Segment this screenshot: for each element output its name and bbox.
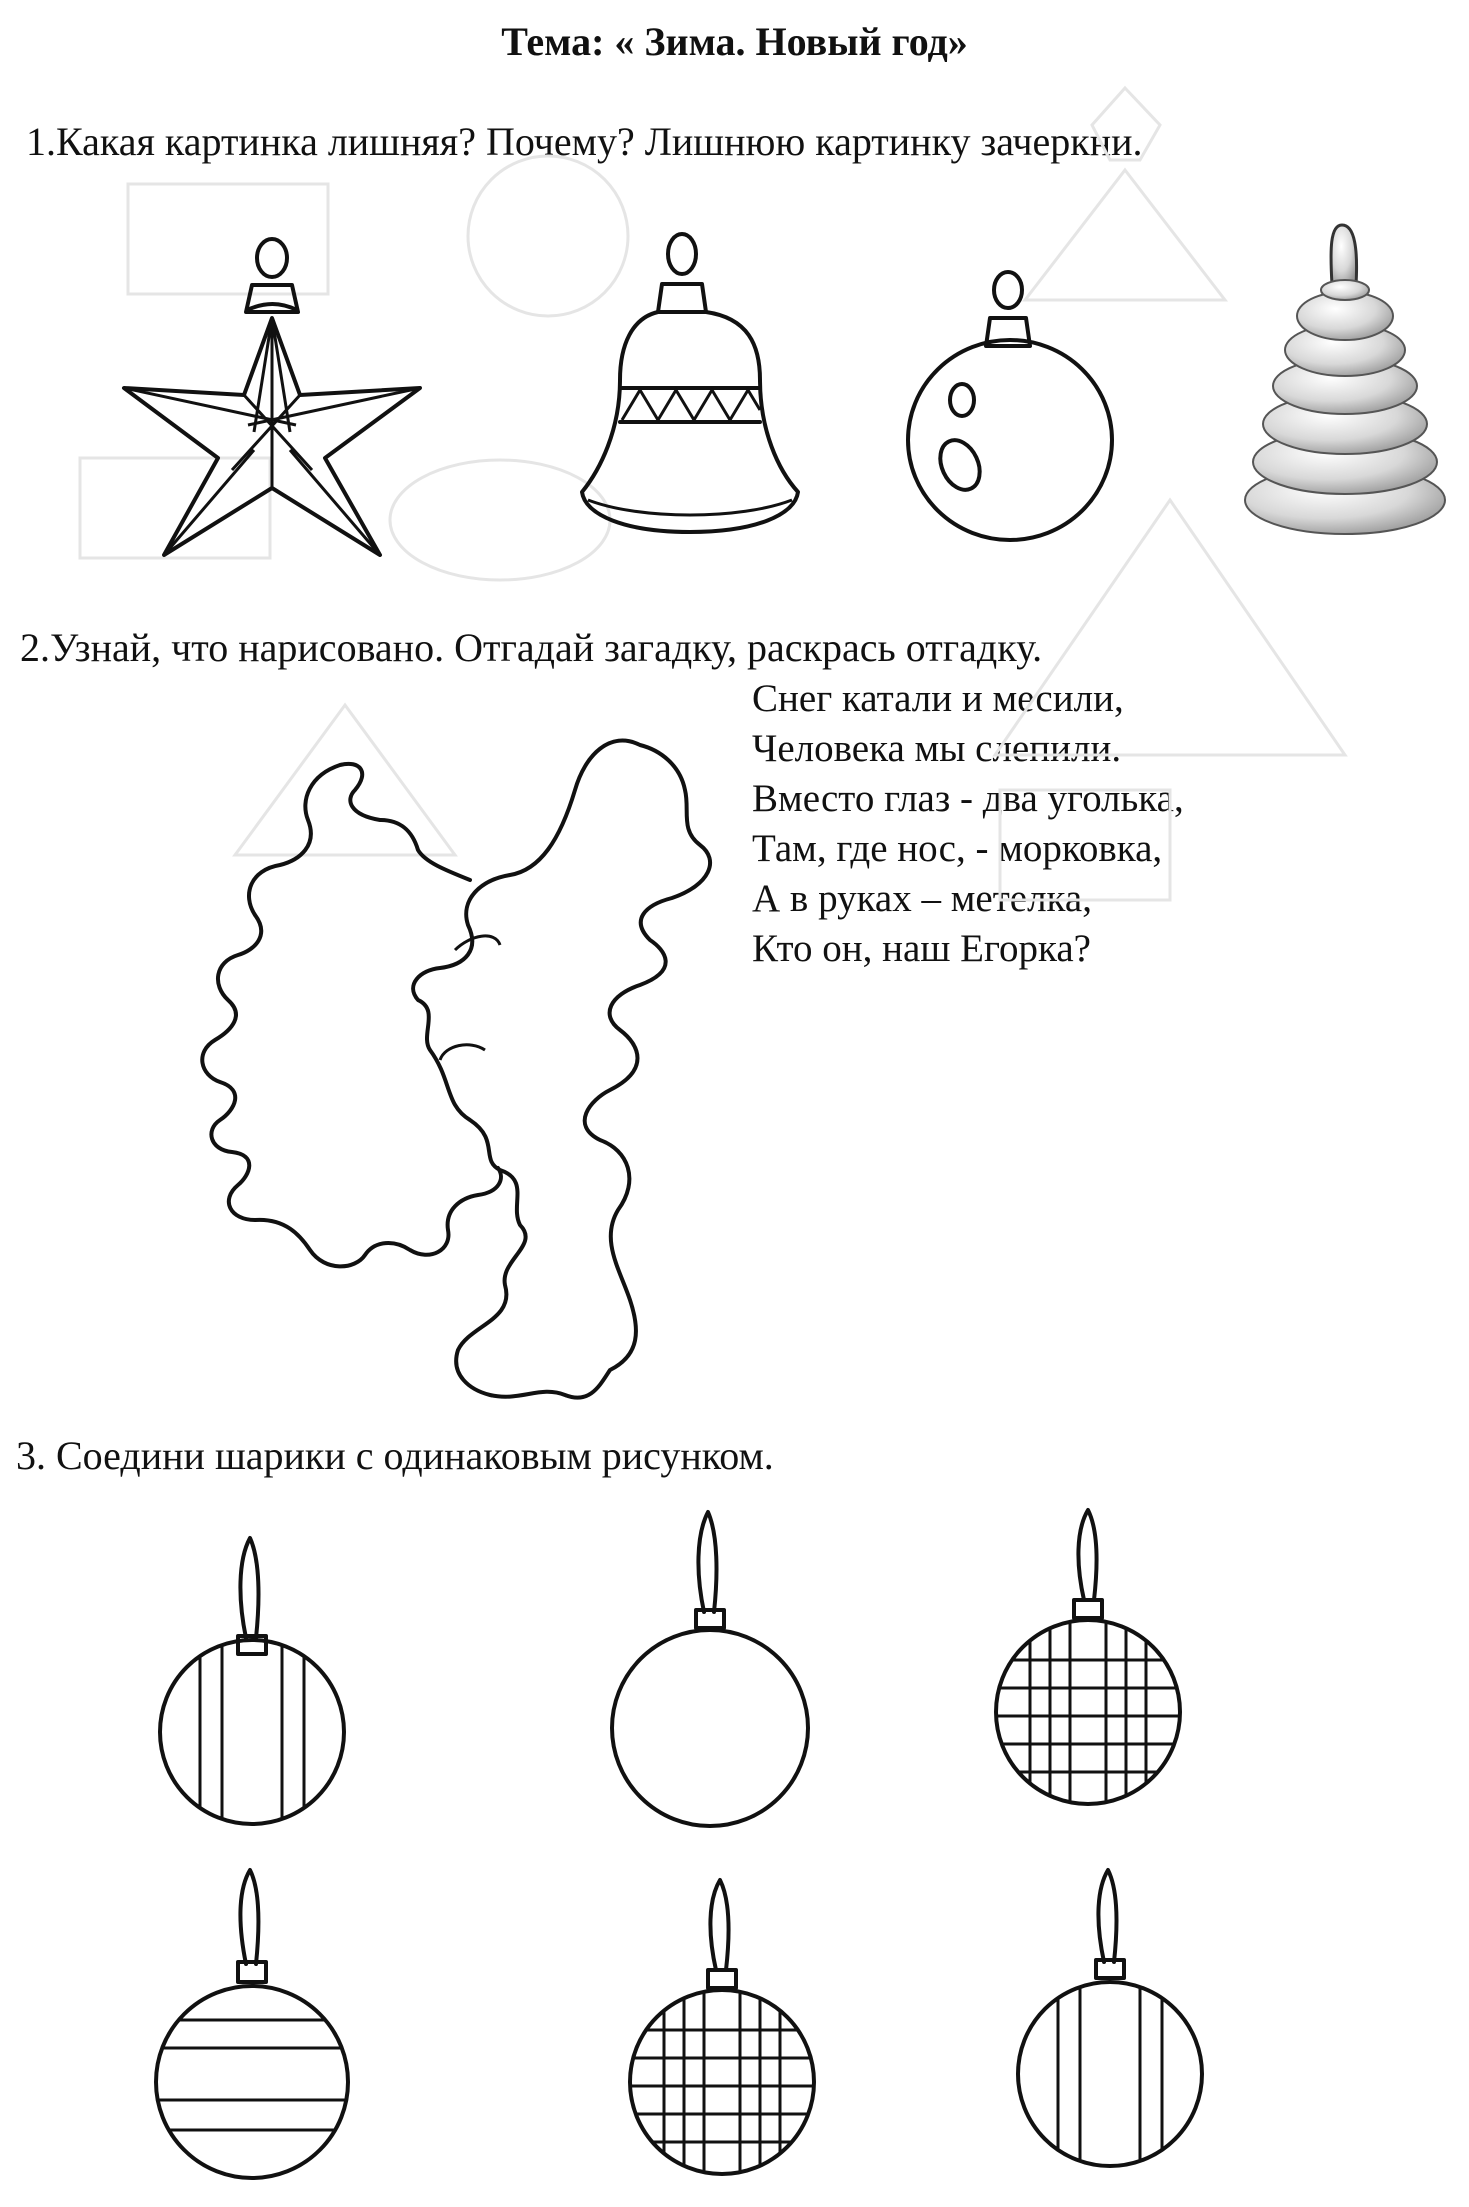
snowman-contour-icon	[202, 741, 710, 1398]
plain-ball-icon	[612, 1512, 808, 1826]
star-ornament-icon	[124, 239, 420, 555]
task-3-instruction: 3. Соедини шарики с одинаковым рисунком.	[16, 1433, 774, 1478]
riddle-line: Там, где нос, - морковка,	[752, 827, 1163, 870]
task-1-instruction: 1.Какая картинка лишняя? Почему? Лишнюю картинку зачеркни.	[26, 119, 1143, 164]
riddle-line: Вместо глаз - два уголька,	[752, 777, 1184, 820]
riddle-line: Снег катали и месили,	[752, 677, 1124, 720]
horizontal-stripes-ball-icon	[150, 1870, 360, 2178]
task-2-instruction: 2.Узнай, что нарисовано. Отгадай загадку, раскрась отгадку.	[20, 625, 1043, 670]
ball-ornament-icon	[908, 272, 1112, 540]
grid-ball-icon	[620, 1880, 820, 2180]
riddle-line: Кто он, наш Егорка?	[752, 927, 1091, 970]
vertical-stripes-ball-icon	[160, 1538, 344, 1830]
riddle-line: А в руках – метелка,	[752, 877, 1092, 920]
grid-ball-icon	[990, 1510, 1190, 1810]
vertical-stripes-ball-icon	[1018, 1870, 1202, 2170]
riddle-line: Человека мы слепили.	[752, 727, 1122, 770]
page-title: Тема: « Зима. Новый год»	[501, 19, 968, 64]
pyramid-toy-icon	[1245, 225, 1445, 534]
show-through-shapes	[80, 88, 1345, 900]
